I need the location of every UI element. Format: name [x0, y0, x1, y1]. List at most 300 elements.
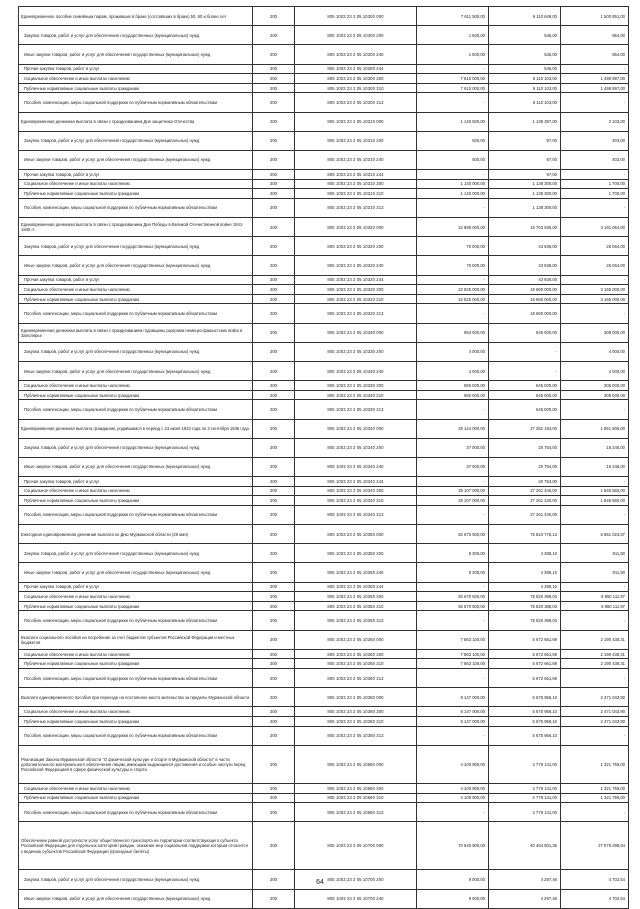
row-unexecuted-amount-cell: 309 000,00	[561, 323, 629, 342]
row-line-code-cell: 200	[253, 505, 295, 524]
row-executed-amount-cell: 5 675 956,10	[489, 716, 561, 726]
row-approved-amount-cell: 7 863 100,00	[417, 659, 489, 669]
row-unexecuted-amount-cell: 3 191 064,00	[561, 218, 629, 237]
row-classification-code-cell: 805 1003 23 2 05 10320 313	[295, 304, 417, 323]
table-row	[19, 275, 629, 285]
row-unexecuted-amount-cell: -	[561, 198, 629, 217]
row-name-cell: Единовременная денежная выплата в связи с празднованием Дня Победы в Великой Отечественной войне 1941-1945 гг.	[19, 218, 253, 237]
row-executed-amount-cell: 5 672 661,69	[489, 649, 561, 659]
table-row	[19, 822, 629, 870]
row-unexecuted-amount-cell: 6 850 111,97	[561, 592, 629, 602]
row-line-code-cell: 200	[253, 659, 295, 669]
row-executed-amount-cell: 19 703 936,00	[489, 218, 561, 237]
row-name-cell: Пособия, компенсации, меры социальной поддержки по публичным нормативным обязательствам	[19, 198, 253, 217]
row-executed-amount-cell: 6 110 649,00	[489, 7, 561, 26]
row-name-cell: Закупка товаров, работ и услуг для обеспечения государственных (муниципальных) нужд	[19, 870, 253, 889]
row-name-cell: Пособия, компенсации, меры социальной поддержки по публичным нормативным обязательствам	[19, 400, 253, 419]
row-classification-code-cell: 805 1003 23 2 05 10700 200	[295, 870, 417, 889]
row-classification-code-cell: 805 1003 23 2 05 10320 000	[295, 218, 417, 237]
row-line-code-cell: 200	[253, 112, 295, 131]
row-approved-amount-cell: -	[417, 400, 489, 419]
row-name-cell: Публичные нормативные социальные выплаты гражданам	[19, 189, 253, 199]
row-classification-code-cell: 805 1003 23 2 05 10300 300	[295, 74, 417, 84]
row-line-code-cell: 200	[253, 544, 295, 563]
row-approved-amount-cell: 1 140 000,00	[417, 189, 489, 199]
table-row	[19, 381, 629, 391]
row-classification-code-cell: 805 1003 23 2 05 10700 000	[295, 822, 417, 870]
row-line-code-cell: 200	[253, 7, 295, 26]
row-unexecuted-amount-cell: 4 000,00	[561, 342, 629, 361]
row-name-cell: Иные закупки товаров, работ и услуг для обеспечения государственных (муниципальных) нужд	[19, 256, 253, 275]
row-approved-amount-cell: 1 140 000,00	[417, 179, 489, 189]
table-row	[19, 179, 629, 189]
row-name-cell: Реализация Закона Мурманской области "О физической культуре и спорте в Мурманской области" в части дополнительного материального обеспечения лицам, имеющим выдающиеся достижения и особые заслуги перед Российской Федерацией в сфере физической культуры и спорта	[19, 745, 253, 783]
row-classification-code-cell: 805 1003 23 2 05 10310 313	[295, 198, 417, 217]
table-row	[19, 668, 629, 687]
row-executed-amount-cell: 97,00	[489, 150, 561, 169]
table-row	[19, 889, 629, 908]
row-name-cell: Социальное обеспечение и иные выплаты населению	[19, 649, 253, 659]
row-approved-amount-cell: 5 300,00	[417, 563, 489, 582]
table-row	[19, 256, 629, 275]
row-name-cell: Закупка товаров, работ и услуг для обеспечения государственных (муниципальных) нужд	[19, 544, 253, 563]
row-approved-amount-cell: 70 540 900,00	[417, 822, 489, 870]
row-unexecuted-amount-cell: -	[561, 93, 629, 112]
row-unexecuted-amount-cell: 16 246,00	[561, 457, 629, 476]
row-approved-amount-cell: 1 500,00	[417, 45, 489, 64]
row-executed-amount-cell: 20 754,00	[489, 477, 561, 487]
row-line-code-cell: 200	[253, 457, 295, 476]
row-line-code-cell: 200	[253, 668, 295, 687]
row-executed-amount-cell: 5 672 661,69	[489, 668, 561, 687]
row-unexecuted-amount-cell: 6 850 111,97	[561, 601, 629, 611]
row-executed-amount-cell: 4 297,46	[489, 889, 561, 908]
row-classification-code-cell: 805 1003 23 2 05 10320 310	[295, 294, 417, 304]
row-classification-code-cell: 805 1003 23 2 05 10330 310	[295, 390, 417, 400]
table-row	[19, 419, 629, 438]
table-row	[19, 400, 629, 419]
row-line-code-cell: 200	[253, 419, 295, 438]
row-approved-amount-cell: 8 147 000,00	[417, 707, 489, 717]
row-approved-amount-cell: 82 675 500,00	[417, 525, 489, 544]
row-unexecuted-amount-cell: 954,00	[561, 45, 629, 64]
table-row	[19, 544, 629, 563]
row-approved-amount-cell: 29 107 000,00	[417, 486, 489, 496]
row-classification-code-cell: 805 1003 23 2 05 10300 200	[295, 26, 417, 45]
row-approved-amount-cell: 1 500,00	[417, 26, 489, 45]
row-line-code-cell: 200	[253, 822, 295, 870]
row-unexecuted-amount-cell: 2 190 438,31	[561, 649, 629, 659]
table-row	[19, 170, 629, 180]
row-executed-amount-cell: 645 000,00	[489, 400, 561, 419]
row-classification-code-cell: 805 1003 23 2 05 10340 000	[295, 419, 417, 438]
row-name-cell: Закупка товаров, работ и услуг для обеспечения государственных (муниципальных) нужд	[19, 131, 253, 150]
row-approved-amount-cell: -	[417, 275, 489, 285]
row-unexecuted-amount-cell: 27 076 298,64	[561, 822, 629, 870]
row-unexecuted-amount-cell: 1 700,00	[561, 189, 629, 199]
row-unexecuted-amount-cell: 4 702,54	[561, 889, 629, 908]
row-line-code-cell: 200	[253, 438, 295, 457]
row-classification-code-cell: 805 1003 23 2 05 10350 000	[295, 525, 417, 544]
table-row	[19, 83, 629, 93]
row-line-code-cell: 200	[253, 611, 295, 630]
row-name-cell: Иные закупки товаров, работ и услуг для обеспечения государственных (муниципальных) нужд	[19, 361, 253, 380]
row-line-code-cell: 200	[253, 390, 295, 400]
row-classification-code-cell: 805 1003 23 2 05 10340 300	[295, 486, 417, 496]
row-approved-amount-cell: 9 000,00	[417, 870, 489, 889]
row-unexecuted-amount-cell: 26 064,00	[561, 237, 629, 256]
row-executed-amount-cell: -	[489, 342, 561, 361]
row-line-code-cell: 200	[253, 45, 295, 64]
table-row	[19, 361, 629, 380]
row-line-code-cell: 200	[253, 486, 295, 496]
table-row	[19, 803, 629, 822]
row-line-code-cell: 200	[253, 716, 295, 726]
row-executed-amount-cell: -	[489, 361, 561, 380]
row-name-cell: Пособия, компенсации, меры социальной поддержки по публичным нормативным обязательствам	[19, 726, 253, 745]
row-executed-amount-cell: 19 660 000,00	[489, 285, 561, 295]
row-name-cell: Ежегодная единовременная денежная выплата ко Дню Мурманской области (28 мая)	[19, 525, 253, 544]
row-unexecuted-amount-cell: 1 321 759,00	[561, 793, 629, 803]
row-unexecuted-amount-cell: 16 246,00	[561, 438, 629, 457]
row-approved-amount-cell: 37 000,00	[417, 457, 489, 476]
row-classification-code-cell: 805 1003 23 2 05 10310 244	[295, 170, 417, 180]
table-row	[19, 793, 629, 803]
row-approved-amount-cell: 70 000,00	[417, 237, 489, 256]
row-executed-amount-cell: 5 672 661,69	[489, 659, 561, 669]
table-row	[19, 438, 629, 457]
row-name-cell: Закупка товаров, работ и услуг для обеспечения государственных (муниципальных) нужд	[19, 438, 253, 457]
row-classification-code-cell: 805 1003 23 2 05 10700 240	[295, 889, 417, 908]
row-executed-amount-cell: 43 936,00	[489, 256, 561, 275]
row-line-code-cell: 200	[253, 630, 295, 649]
table-row	[19, 7, 629, 26]
row-executed-amount-cell: 645 000,00	[489, 390, 561, 400]
row-classification-code-cell: 805 1003 23 2 05 10380 300	[295, 707, 417, 717]
row-classification-code-cell: 805 1003 23 2 05 10300 310	[295, 83, 417, 93]
row-approved-amount-cell: 4 000,00	[417, 361, 489, 380]
row-classification-code-cell: 805 1003 23 2 05 10350 313	[295, 611, 417, 630]
row-unexecuted-amount-cell: 2 471 043,90	[561, 688, 629, 707]
row-unexecuted-amount-cell: -	[561, 400, 629, 419]
table-row	[19, 582, 629, 592]
row-name-cell: Публичные нормативные социальные выплаты гражданам	[19, 390, 253, 400]
row-unexecuted-amount-cell: 1 845 560,00	[561, 486, 629, 496]
table-row	[19, 304, 629, 323]
row-classification-code-cell: 805 1003 23 2 05 10310 300	[295, 179, 417, 189]
row-executed-amount-cell: 43 936,00	[489, 237, 561, 256]
row-approved-amount-cell: 37 000,00	[417, 438, 489, 457]
table-row	[19, 611, 629, 630]
row-line-code-cell: 200	[253, 323, 295, 342]
row-classification-code-cell: 805 1003 23 2 05 10320 300	[295, 285, 417, 295]
row-unexecuted-amount-cell: 2 190 438,31	[561, 659, 629, 669]
row-executed-amount-cell: 1 138 300,00	[489, 198, 561, 217]
row-unexecuted-amount-cell: 2 471 043,90	[561, 716, 629, 726]
row-name-cell: Социальное обеспечение и иные выплаты населению	[19, 74, 253, 84]
row-classification-code-cell: 805 1003 23 2 05 10340 313	[295, 505, 417, 524]
row-name-cell: Закупка товаров, работ и услуг для обеспечения государственных (муниципальных) нужд	[19, 26, 253, 45]
row-approved-amount-cell: 70 000,00	[417, 256, 489, 275]
row-unexecuted-amount-cell: 4 702,54	[561, 870, 629, 889]
row-name-cell: Прочая закупка товаров, работ и услуг	[19, 170, 253, 180]
row-classification-code-cell: 805 1003 23 2 05 10320 240	[295, 256, 417, 275]
row-line-code-cell: 200	[253, 26, 295, 45]
table-row	[19, 630, 629, 649]
table-row	[19, 285, 629, 295]
budget-table-body	[19, 7, 629, 909]
table-row	[19, 64, 629, 74]
row-classification-code-cell: 805 1003 23 2 05 10330 200	[295, 342, 417, 361]
row-name-cell: Пособия, компенсации, меры социальной поддержки по публичным нормативным обязательствам	[19, 803, 253, 822]
row-approved-amount-cell: 4 100 900,00	[417, 784, 489, 794]
row-unexecuted-amount-cell: -	[561, 304, 629, 323]
row-classification-code-cell: 805 1003 23 2 05 10320 244	[295, 275, 417, 285]
row-name-cell: Пособия, компенсации, меры социальной поддержки по публичным нормативным обязательствам	[19, 668, 253, 687]
row-unexecuted-amount-cell: -	[561, 726, 629, 745]
row-line-code-cell: 200	[253, 745, 295, 783]
row-name-cell: Единовременная денежная выплата в связи с празднованием Дня защитника Отечества	[19, 112, 253, 131]
row-unexecuted-amount-cell: 2 103,00	[561, 112, 629, 131]
row-executed-amount-cell: 75 820 388,03	[489, 601, 561, 611]
row-executed-amount-cell: 2 779 141,00	[489, 793, 561, 803]
row-line-code-cell: 200	[253, 285, 295, 295]
row-unexecuted-amount-cell: 1 499 897,00	[561, 74, 629, 84]
row-approved-amount-cell: -	[417, 64, 489, 74]
row-name-cell: Единовременная денежная выплата гражданам, родившимся в период с 23 июня 1923 года по 3 сентября 1945 года	[19, 419, 253, 438]
row-approved-amount-cell: -	[417, 304, 489, 323]
table-row	[19, 784, 629, 794]
row-name-cell: Единовременная денежная выплата в связи с празднованием годовщины разгрома немецко-фашистских войск в Заполярье	[19, 323, 253, 342]
row-approved-amount-cell: 8 147 000,00	[417, 688, 489, 707]
row-classification-code-cell: 805 1003 23 2 05 10350 244	[295, 582, 417, 592]
row-approved-amount-cell: 7 611 500,00	[417, 7, 489, 26]
row-unexecuted-amount-cell: 1 500 851,00	[561, 7, 629, 26]
row-approved-amount-cell: 4 100 900,00	[417, 745, 489, 783]
row-classification-code-cell: 805 1003 23 2 05 10360 000	[295, 630, 417, 649]
row-executed-amount-cell: 645 000,00	[489, 323, 561, 342]
row-unexecuted-amount-cell: 3 165 000,00	[561, 294, 629, 304]
row-unexecuted-amount-cell: 403,00	[561, 131, 629, 150]
row-approved-amount-cell: 82 670 500,00	[417, 592, 489, 602]
row-approved-amount-cell: 7 863 100,00	[417, 630, 489, 649]
row-unexecuted-amount-cell: 1 321 759,00	[561, 745, 629, 783]
row-unexecuted-amount-cell: 2 190 438,31	[561, 630, 629, 649]
row-line-code-cell: 200	[253, 294, 295, 304]
budget-table	[18, 6, 629, 909]
row-name-cell: Иные закупки товаров, работ и услуг для обеспечения государственных (муниципальных) нужд	[19, 45, 253, 64]
row-line-code-cell: 200	[253, 74, 295, 84]
row-executed-amount-cell: 546,00	[489, 26, 561, 45]
row-unexecuted-amount-cell: 1 321 759,00	[561, 784, 629, 794]
row-executed-amount-cell: 2 779 141,00	[489, 803, 561, 822]
row-executed-amount-cell: 4 388,10	[489, 544, 561, 563]
row-executed-amount-cell: 4 388,10	[489, 563, 561, 582]
row-approved-amount-cell: 7 610 000,00	[417, 83, 489, 93]
row-classification-code-cell: 805 1003 23 2 05 10690 313	[295, 803, 417, 822]
row-classification-code-cell: 805 1003 23 2 05 10300 000	[295, 7, 417, 26]
row-executed-amount-cell: 5 675 956,10	[489, 707, 561, 717]
row-unexecuted-amount-cell: -	[561, 582, 629, 592]
row-unexecuted-amount-cell: 305 000,00	[561, 390, 629, 400]
row-unexecuted-amount-cell: 26 064,00	[561, 256, 629, 275]
row-name-cell: Прочая закупка товаров, работ и услуг	[19, 275, 253, 285]
row-approved-amount-cell: 500,00	[417, 131, 489, 150]
table-row	[19, 93, 629, 112]
table-row	[19, 45, 629, 64]
row-line-code-cell: 200	[253, 688, 295, 707]
row-name-cell: Публичные нормативные социальные выплаты гражданам	[19, 83, 253, 93]
table-row	[19, 592, 629, 602]
row-approved-amount-cell: -	[417, 477, 489, 487]
row-unexecuted-amount-cell: 1 861 806,00	[561, 419, 629, 438]
table-row	[19, 716, 629, 726]
row-unexecuted-amount-cell: 305 000,00	[561, 381, 629, 391]
row-line-code-cell: 200	[253, 496, 295, 506]
budget-execution-sheet	[18, 6, 628, 909]
row-line-code-cell: 200	[253, 64, 295, 74]
row-name-cell: Пособия, компенсации, меры социальной поддержки по публичным нормативным обязательствам	[19, 505, 253, 524]
row-name-cell: Выплата социального пособия на погребение за счет бюджетов субъектов Российской Федерации и местных бюджетов	[19, 630, 253, 649]
row-executed-amount-cell: 75 820 388,03	[489, 611, 561, 630]
row-approved-amount-cell: 7 863 100,00	[417, 649, 489, 659]
row-executed-amount-cell: 5 675 956,10	[489, 726, 561, 745]
row-executed-amount-cell: 546,00	[489, 64, 561, 74]
row-classification-code-cell: 805 1003 23 2 05 10310 240	[295, 150, 417, 169]
row-name-cell: Пособия, компенсации, меры социальной поддержки по публичным нормативным обязательствам	[19, 304, 253, 323]
row-name-cell: Обеспечение равной доступности услуг общественного транспорта на территории соответствующего субъекта Российской Федерации для отдельных категорий граждан, оказание мер социальной поддержки которым относится к ведению субъектов Российской Федерации (проездные билеты)	[19, 822, 253, 870]
row-approved-amount-cell: -	[417, 803, 489, 822]
row-executed-amount-cell: 546,00	[489, 45, 561, 64]
row-classification-code-cell: 805 1003 23 2 05 10310 200	[295, 131, 417, 150]
row-line-code-cell: 200	[253, 381, 295, 391]
row-unexecuted-amount-cell: -	[561, 505, 629, 524]
row-line-code-cell: 200	[253, 477, 295, 487]
row-line-code-cell: 200	[253, 361, 295, 380]
row-line-code-cell: 200	[253, 592, 295, 602]
row-classification-code-cell: 805 1003 23 2 05 10350 310	[295, 601, 417, 611]
row-approved-amount-cell: -	[417, 198, 489, 217]
table-row	[19, 150, 629, 169]
row-name-cell: Закупка товаров, работ и услуг для обеспечения государственных (муниципальных) нужд	[19, 342, 253, 361]
row-unexecuted-amount-cell: -	[561, 275, 629, 285]
row-executed-amount-cell: 97,00	[489, 170, 561, 180]
row-classification-code-cell: 805 1003 23 2 05 10330 000	[295, 323, 417, 342]
row-approved-amount-cell: 1 140 500,00	[417, 112, 489, 131]
row-classification-code-cell: 805 1003 23 2 05 10340 244	[295, 477, 417, 487]
table-row	[19, 342, 629, 361]
row-executed-amount-cell: 27 261 440,00	[489, 486, 561, 496]
row-name-cell: Социальное обеспечение и иные выплаты населению	[19, 285, 253, 295]
table-row	[19, 477, 629, 487]
row-unexecuted-amount-cell: 6 851 023,87	[561, 525, 629, 544]
row-executed-amount-cell: 6 110 103,00	[489, 74, 561, 84]
table-row	[19, 323, 629, 342]
row-executed-amount-cell: 27 261 440,00	[489, 496, 561, 506]
row-approved-amount-cell: -	[417, 582, 489, 592]
row-classification-code-cell: 805 1003 23 2 05 10350 300	[295, 592, 417, 602]
row-line-code-cell: 200	[253, 342, 295, 361]
row-line-code-cell: 200	[253, 93, 295, 112]
row-name-cell: Социальное обеспечение и иные выплаты населению	[19, 486, 253, 496]
row-line-code-cell: 200	[253, 525, 295, 544]
row-unexecuted-amount-cell: -	[561, 64, 629, 74]
row-unexecuted-amount-cell: 2 471 043,90	[561, 707, 629, 717]
row-name-cell: Социальное обеспечение и иные выплаты населению	[19, 592, 253, 602]
row-classification-code-cell: 805 1003 23 2 05 10340 240	[295, 457, 417, 476]
row-name-cell: Прочая закупка товаров, работ и услуг	[19, 64, 253, 74]
table-row	[19, 237, 629, 256]
table-row	[19, 26, 629, 45]
table-row	[19, 390, 629, 400]
row-name-cell: Пособия, компенсации, меры социальной поддержки по публичным нормативным обязательствам	[19, 93, 253, 112]
row-name-cell: Иные закупки товаров, работ и услуг для обеспечения государственных (муниципальных) нужд	[19, 457, 253, 476]
row-executed-amount-cell: 2 779 141,00	[489, 784, 561, 794]
row-name-cell: Публичные нормативные социальные выплаты гражданам	[19, 793, 253, 803]
row-classification-code-cell: 805 1003 23 2 05 10310 310	[295, 189, 417, 199]
row-classification-code-cell: 805 1003 23 2 05 10310 000	[295, 112, 417, 131]
row-unexecuted-amount-cell: 403,00	[561, 150, 629, 169]
row-executed-amount-cell: 20 754,00	[489, 438, 561, 457]
row-executed-amount-cell: 97,00	[489, 131, 561, 150]
table-row	[19, 131, 629, 150]
table-row	[19, 726, 629, 745]
row-line-code-cell: 200	[253, 189, 295, 199]
table-row	[19, 496, 629, 506]
row-name-cell: Публичные нормативные социальные выплаты гражданам	[19, 496, 253, 506]
row-executed-amount-cell: 1 138 300,00	[489, 189, 561, 199]
row-executed-amount-cell: 4 297,46	[489, 870, 561, 889]
row-approved-amount-cell: 82 670 500,00	[417, 601, 489, 611]
row-classification-code-cell: 805 1003 23 2 05 10320 200	[295, 237, 417, 256]
row-executed-amount-cell: 2 779 141,00	[489, 745, 561, 783]
row-line-code-cell: 200	[253, 237, 295, 256]
row-executed-amount-cell: 5 672 661,69	[489, 630, 561, 649]
table-row	[19, 505, 629, 524]
row-line-code-cell: 200	[253, 179, 295, 189]
row-classification-code-cell: 805 1003 23 2 05 10300 240	[295, 45, 417, 64]
table-row	[19, 563, 629, 582]
row-unexecuted-amount-cell: 1 845 560,00	[561, 496, 629, 506]
row-classification-code-cell: 805 1003 23 2 05 10690 000	[295, 745, 417, 783]
row-approved-amount-cell: 500,00	[417, 150, 489, 169]
row-name-cell: Публичные нормативные социальные выплаты гражданам	[19, 601, 253, 611]
row-classification-code-cell: 805 1003 23 2 05 10350 200	[295, 544, 417, 563]
row-approved-amount-cell: 22 895 000,00	[417, 218, 489, 237]
row-name-cell: Социальное обеспечение и иные выплаты населению	[19, 784, 253, 794]
row-executed-amount-cell: 20 754,00	[489, 457, 561, 476]
row-line-code-cell: 200	[253, 400, 295, 419]
table-row	[19, 525, 629, 544]
row-unexecuted-amount-cell: 954,00	[561, 26, 629, 45]
row-approved-amount-cell: -	[417, 611, 489, 630]
row-classification-code-cell: 805 1003 23 2 05 10690 300	[295, 784, 417, 794]
row-unexecuted-amount-cell: -	[561, 668, 629, 687]
row-classification-code-cell: 805 1003 23 2 05 10300 244	[295, 64, 417, 74]
row-name-cell: Публичные нормативные социальные выплаты гражданам	[19, 659, 253, 669]
row-approved-amount-cell: 22 825 000,00	[417, 294, 489, 304]
table-row	[19, 112, 629, 131]
row-line-code-cell: 200	[253, 649, 295, 659]
row-approved-amount-cell: 29 107 000,00	[417, 496, 489, 506]
row-approved-amount-cell: -	[417, 668, 489, 687]
row-line-code-cell: 200	[253, 889, 295, 908]
row-line-code-cell: 200	[253, 582, 295, 592]
table-row	[19, 649, 629, 659]
table-row	[19, 189, 629, 199]
row-classification-code-cell: 805 1003 23 2 05 10380 000	[295, 688, 417, 707]
row-line-code-cell: 200	[253, 131, 295, 150]
